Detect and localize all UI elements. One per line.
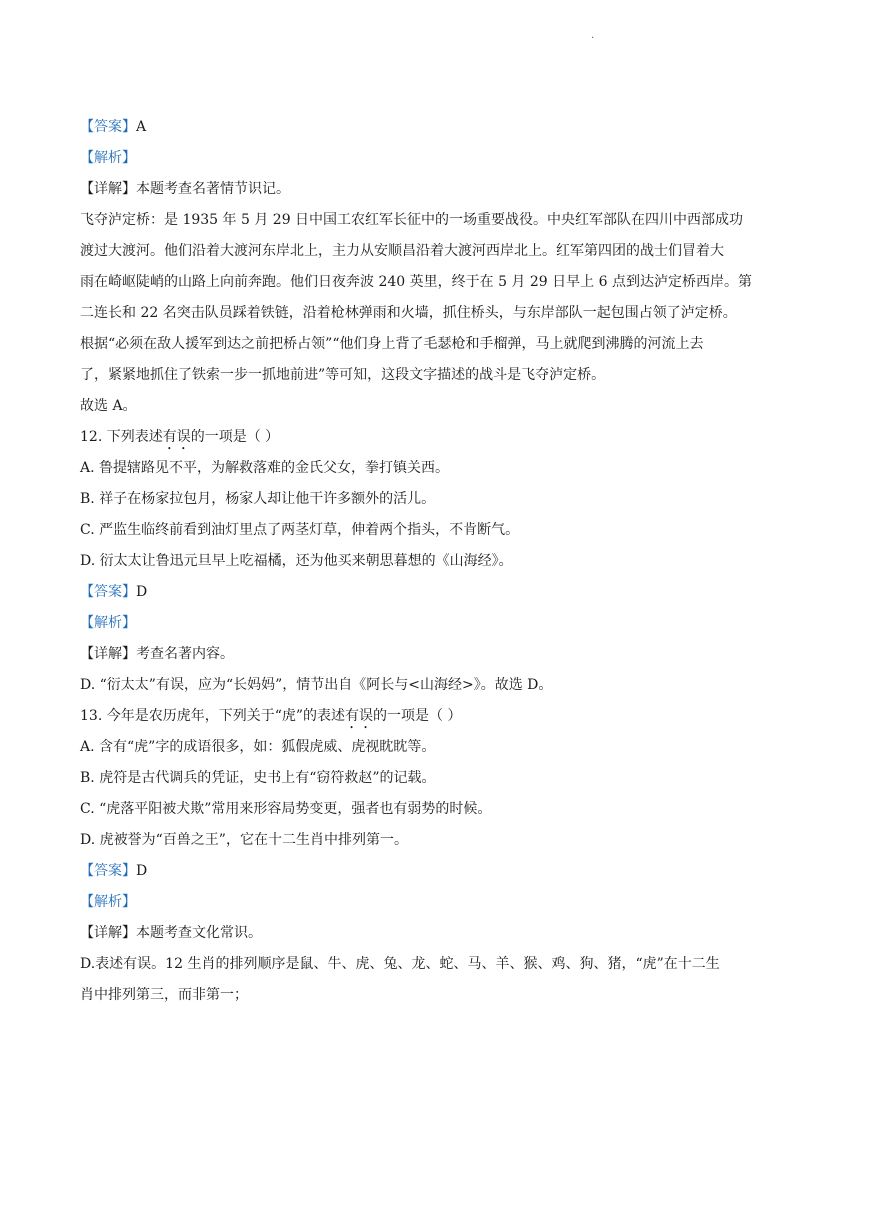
q11-explanation-line: 飞夺泸定桥：是 1935 年 5 月 29 日中国工农红军长征中的一场重要战役。中央红军部队在四川中西部成功 bbox=[80, 212, 744, 228]
q13-detail bbox=[80, 918, 792, 949]
q13-option-d: D. 虎被誉为“百兽之王”，它在十二生肖中排列第一。 bbox=[80, 832, 408, 848]
q11-explanation-line: 根据“必须在敌人援军到达之前把桥占领”“他们身上背了毛瑟枪和手榴弹，马上就爬到沸腾的河流上去 bbox=[80, 336, 704, 352]
q13-option-b: B. 虎符是古代调兵的凭证，史书上有“窃符救赵”的记载。 bbox=[80, 770, 436, 786]
q12-explanation-line: D. “衍太太”有误，应为“长妈妈”，情节出自《阿长与<山海经>》。故选 D。 bbox=[80, 677, 553, 693]
q12-option-a: A. 鲁提辖路见不平，为解救落难的金氏父女，拳打镇关西。 bbox=[80, 460, 450, 476]
q13-stem-emphasis: 有误 bbox=[345, 708, 374, 724]
q12-analysis bbox=[80, 608, 792, 639]
q13-stem-after: 的一项是（ ） bbox=[373, 708, 462, 724]
q12-option-c: C. 严监生临终前看到油灯里点了两茎灯草，伸着两个指头，不肯断气。 bbox=[80, 522, 520, 538]
page-top-mark: . bbox=[591, 30, 595, 41]
q12-stem-before: 12. 下列表述 bbox=[80, 429, 163, 445]
detail-text: 本题考查文化常识。 bbox=[136, 925, 262, 941]
q13-analysis bbox=[80, 887, 792, 918]
q12-stem-emphasis: 有误 bbox=[162, 429, 191, 445]
detail-text: 考查名著内容。 bbox=[136, 646, 234, 662]
detail-tag: 【详解】 bbox=[80, 925, 136, 941]
answer-value: D bbox=[136, 584, 148, 600]
q11-explanation-line: 二连长和 22 名突击队员踩着铁链，沿着枪林弹雨和火墙，抓住桥头，与东岸部队一起包围占领了泸定桥。 bbox=[80, 305, 737, 321]
q13-explanation-line: 肖中排列第三，而非第一； bbox=[80, 987, 248, 1003]
q12-stem-after: 的一项是（ ） bbox=[190, 429, 280, 445]
q13-explanation-line: D.表述有误。12 生肖的排列顺序是鼠、牛、虎、兔、龙、蛇、马、羊、猴、鸡、狗、猪，“虎”在十二生 bbox=[80, 956, 720, 972]
answer-tag: 【答案】 bbox=[80, 863, 136, 879]
q13-option-c: C. “虎落平阳被犬欺”常用来形容局势变更，强者也有弱势的时候。 bbox=[80, 801, 492, 817]
document-body bbox=[80, 112, 792, 1011]
q13-answer bbox=[80, 856, 792, 887]
detail-text: 本题考查名著情节识记。 bbox=[136, 181, 290, 197]
detail-tag: 【详解】 bbox=[80, 181, 136, 197]
q11-explanation-line: 了，紧紧地抓住了铁索一步一抓地前进”等可知，这段文字描述的战斗是飞夺泸定桥。 bbox=[80, 367, 606, 383]
answer-tag: 【答案】 bbox=[80, 119, 136, 135]
answer-tag: 【答案】 bbox=[80, 584, 136, 600]
analysis-tag: 【解析】 bbox=[80, 150, 136, 166]
analysis-tag: 【解析】 bbox=[80, 894, 136, 910]
answer-value: D bbox=[136, 863, 148, 879]
answer-value: A bbox=[136, 119, 147, 135]
q11-conclusion: 故选 A。 bbox=[80, 398, 137, 414]
q11-detail bbox=[80, 174, 792, 205]
q13-stem bbox=[80, 701, 792, 732]
analysis-tag: 【解析】 bbox=[80, 615, 136, 631]
q11-explanation-line: 雨在崎岖陡峭的山路上向前奔跑。他们日夜奔波 240 英里，终于在 5 月 29 日早上 6 点到达泸定桥西岸。第 bbox=[80, 274, 752, 290]
q12-answer bbox=[80, 577, 792, 608]
q11-explanation-line: 渡过大渡河。他们沿着大渡河东岸北上，主力从安顺昌沿着大渡河西岸北上。红军第四团的战士们冒着大 bbox=[80, 243, 724, 259]
q13-stem-before: 13. 今年是农历虎年，下列关于“虎”的表述 bbox=[80, 708, 346, 724]
q11-analysis bbox=[80, 143, 792, 174]
q12-detail bbox=[80, 639, 792, 670]
detail-tag: 【详解】 bbox=[80, 646, 136, 662]
q11-answer bbox=[80, 112, 792, 143]
q12-option-d: D. 衍太太让鲁迅元旦早上吃福橘，还为他买来朝思暮想的《山海经》。 bbox=[80, 553, 513, 569]
q12-option-b: B. 祥子在杨家拉包月，杨家人却让他干许多额外的活儿。 bbox=[80, 491, 436, 507]
q13-option-a: A. 含有“虎”字的成语很多，如：狐假虎威、虎视眈眈等。 bbox=[80, 739, 436, 755]
q12-stem bbox=[80, 422, 792, 453]
